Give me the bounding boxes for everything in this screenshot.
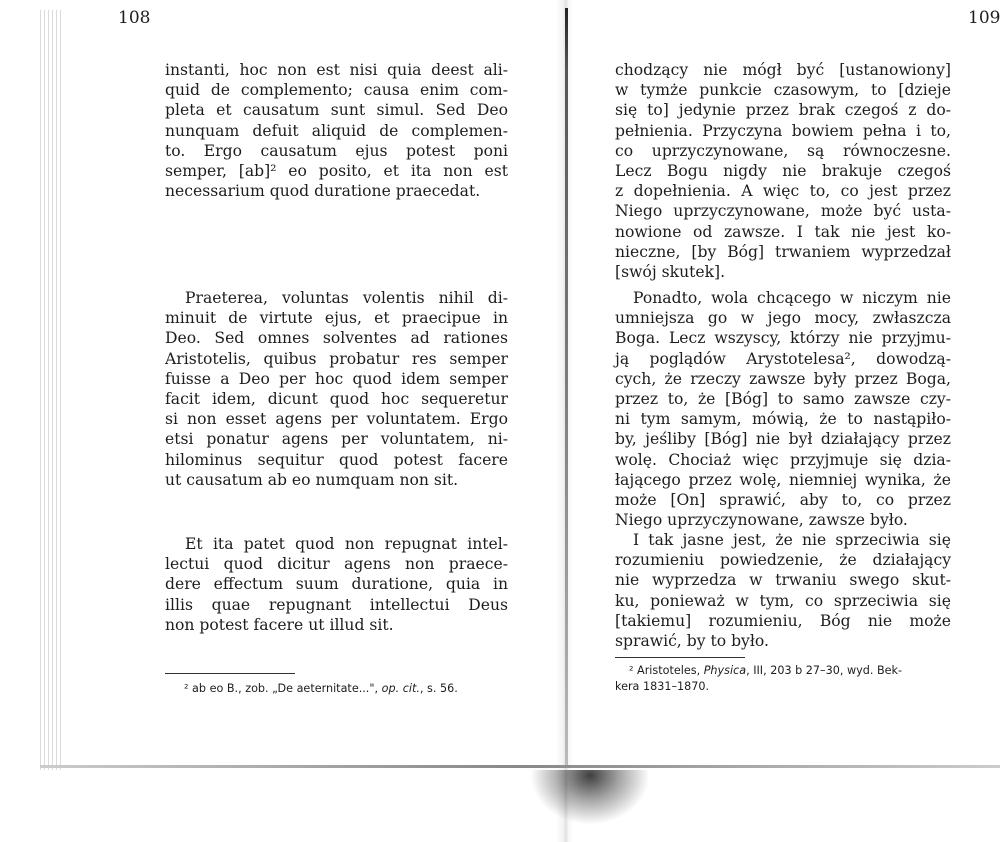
text-line: instanti, hoc non est nisi quia deest ali- [165,61,508,79]
text-line: z dopełnienia. A więc to, co jest przez [615,182,951,201]
text-line: umniejsza go w jego mocy, zwłaszcza [615,309,951,328]
right-paragraph-1 [615,60,951,282]
text-line: Et ita patet quod non repugnat intel- [185,535,508,553]
text-line: ut causatum ab eo numquam non sit. [165,470,459,489]
text-line: necessarium quod duratione praecedat. [165,182,481,201]
text-line: hilominus sequitur quod potest facere [165,450,508,469]
footnote-line-2: kera 1831–1870. [615,680,710,693]
footnote-text: Aristoteles, [633,664,704,677]
text-line: się to] jedynie przez brak czegoś z do- [615,101,951,120]
text-line: nunquam defuit aliquid de complemen- [165,121,508,140]
footnote-marker: ² [184,682,189,695]
text-line: Niego uprzyczynowane, zawsze było. [615,511,908,530]
text-line: cych, że rzeczy zawsze były przez Boga, [615,369,951,388]
text-line: przez to, że [Bóg] to samo zawsze czy- [615,390,951,409]
footnote-tail: , III, 203 b 27–30, wyd. Bek- [746,664,903,677]
text-line: by, jeśliby [Bóg] nie był działający przez [615,430,951,449]
text-line: si non esset agens per voluntatem. Ergo [165,410,508,429]
right-page-number: 109 [968,8,1001,28]
text-line: ni tym samym, mówią, że to nastąpiło- [615,410,951,429]
text-line: Lecz Bogu nigdy nie brakuje czegoś [615,162,951,181]
text-line: chodzący nie mógł być [ustanowiony] [615,61,951,79]
footnote-marker: ² [629,664,634,677]
text-line: [swój skutek]. [615,263,726,282]
text-line: może [On] sprawić, aby to, co przez [615,491,951,510]
right-footnote [615,663,953,695]
left-paragraph-3 [165,534,508,635]
text-line: nieczne, [by Bóg] trwaniem wyprzedzał [615,242,951,261]
text-line: Boga. Lecz wszyscy, którzy nie przyjmu- [615,329,951,348]
right-paragraph-2 [615,288,951,530]
text-line: Niego uprzyczynowane, może być usta- [615,202,951,221]
text-line: Deo. Sed omnes solventes ad rationes [165,329,508,348]
text-line: illis quae repugnant intellectui Deus [165,595,508,614]
text-line: Praeterea, voluntas volentis nihil di- [185,289,508,307]
footnote-italic: Physica [703,664,747,677]
left-page-number: 108 [118,8,151,28]
left-footnote-rule [165,673,295,674]
text-line: pleta et causatum sunt simul. Sed Deo [165,101,508,120]
text-line: Aristotelis, quibus probatur res semper [165,349,508,368]
text-line: facit idem, dicunt quod hoc sequeretur [165,390,508,409]
text-line: co uprzyczynowane, są równoczesne. [615,141,951,160]
text-line: ku, ponieważ w tym, co sprzeciwia się [615,591,951,610]
text-line: Ponadto, wola chcącego w niczym nie [633,289,951,307]
footnote-text: ab eo B., zob. „De aeternitate...", [188,682,382,695]
text-line: non potest facere ut illud sit. [165,615,394,634]
footnote-italic: op. cit. [381,682,420,695]
text-line: I tak jasne jest, że nie sprzeciwia się [633,531,951,549]
text-line: rozumieniu powiedzenie, że działający [615,551,951,570]
text-line: łającego przez wolę, niemniej wynika, że [615,470,951,489]
page-bottom-edge [40,765,1000,768]
scan-shadow [530,770,650,825]
text-line: to. Ergo causatum ejus potest poni [165,141,508,160]
footnote-tail: , s. 56. [419,682,458,695]
page-edge-marks [40,10,64,770]
text-line: quid de complemento; causa enim com- [165,81,508,100]
text-line: ją poglądów Arystotelesa², dowodzą- [615,349,951,368]
left-paragraph-2 [165,288,508,490]
text-line: dere effectum suum duratione, quia in [165,575,508,594]
text-line: fuisse a Deo per hoc quod idem semper [165,369,508,388]
text-line: semper, [ab]² eo posito, et ita non est [165,162,508,181]
right-page [566,0,1004,842]
right-footnote-rule [615,657,745,658]
text-line: nowione od zawsze. I tak nie jest ko- [615,222,951,241]
text-line: etsi ponatur agens per voluntatem, ni- [165,430,508,449]
left-paragraph-1 [165,60,508,201]
text-line: [takiemu] rozumieniu, Bóg nie może [615,611,951,630]
text-line: nie wyprzedza w trwaniu swego skut- [615,571,951,590]
text-line: lectui quod dicitur agens non praece- [165,555,508,574]
text-line: wolę. Chociaż więc przyjmuje się dzia- [615,450,951,469]
text-line: w tymże punkcie czasowym, to [dzieje [615,81,951,100]
text-line: pełnienia. Przyczyna bowiem pełna i to, [615,121,951,140]
right-paragraph-3 [615,530,951,651]
text-line: sprawić, by to było. [615,632,769,651]
left-footnote [184,681,514,697]
text-line: minuit de virtute ejus, et praecipue in [165,309,508,328]
